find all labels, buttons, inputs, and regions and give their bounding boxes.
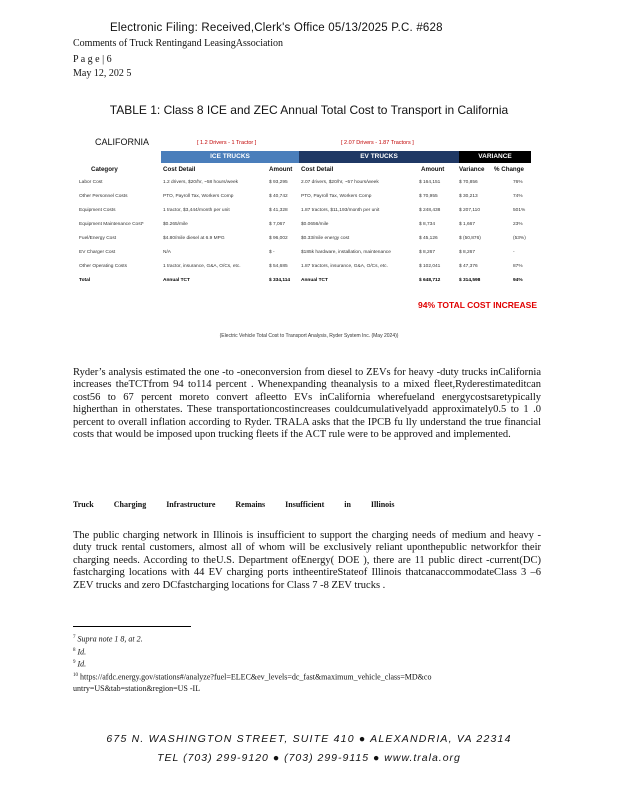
row-ice-amount: $ - (269, 250, 275, 255)
col-ice-amount: Amount (269, 166, 293, 173)
row-ev-detail: 1.87 tractors, insurance, G&A, O/Cs, etc. (301, 264, 388, 269)
col-variance: Variance (459, 166, 485, 173)
document-date: May 12, 202 5 (73, 68, 132, 79)
row-ev-amount: $ 102,041 (419, 264, 441, 269)
row-pct: 23% (513, 222, 523, 227)
row-pct: 501% (513, 208, 526, 213)
footnote-number: 7 (73, 635, 76, 640)
section-heading: Truck Charging Infrastructure Remains Insufficient in Illinois (73, 500, 395, 509)
body-paragraph-1: Ryder’s analysis estimated the one -to -oneconversion from diesel to ZEVs for heavy -duty trucks inCalifornia increases theTCTfrom 94 to114 percent . Whenexpanding theanalysis to a mixed fleet,Ryderestimateditcan cost56 to 67 percent moreto convert afleetto EVs inCalifornia wherefueland energycostsaretypically higherthan in otherstates. These transportationcostincreases couldcumulativelyadd approximately0.5 to 1 .0 percent to overall inflation according to Ryder. TRALA asks that the IPCB fu lly understand the true financial costs that would be imposed upon trucking fleets if the ACT rule were to be approved and implemented. (73, 367, 541, 441)
row-variance: $ 207,110 (459, 208, 480, 213)
page-number: P a g e | 6 (73, 54, 112, 65)
row-ice-amount: $ 41,328 (269, 208, 288, 213)
footnote (73, 632, 533, 645)
row-category: Total (79, 278, 91, 283)
table-source: (Electric Vehicle Total Cost to Transport Analysis, Ryder System Inc. (May 2024)) (219, 333, 399, 339)
footnote (73, 670, 533, 694)
row-ev-detail: $0.0656/mile (301, 222, 329, 227)
footer-contact: TEL (703) 299-9120 ● (703) 299-9115 ● www.trala.org (157, 752, 461, 764)
row-ev-amount: $ 648,712 (419, 278, 441, 283)
footnote (73, 657, 533, 670)
row-pct: 76% (513, 180, 523, 185)
row-category: Fuel/Energy Cost (79, 236, 117, 241)
row-category: Labor Cost (79, 180, 103, 185)
row-variance: $ 314,598 (459, 278, 481, 283)
row-variance: $ 47,376 (459, 264, 478, 269)
row-ice-amount: $ 40,742 (269, 194, 288, 199)
row-pct: 87% (513, 264, 523, 269)
row-category: Equipment Maintenance Cost* (79, 222, 144, 227)
row-ev-amount: $ 164,151 (419, 180, 441, 185)
footnote-number: 10 (73, 673, 78, 678)
table-row (73, 194, 533, 205)
row-pct: 74% (513, 194, 523, 199)
col-category: Category (91, 166, 118, 173)
footnote-number: 8 (73, 648, 76, 653)
footnote (73, 645, 533, 658)
filing-stamp: Electronic Filing: Received,Clerk's Office 05/13/2025 P.C. #628 (110, 22, 443, 34)
footnote-divider (73, 626, 191, 627)
table-row (73, 236, 533, 247)
row-ev-amount: $ 45,126 (419, 236, 438, 241)
table-row (73, 250, 533, 261)
row-ice-amount: $ 54,685 (269, 264, 288, 269)
table-row-total (73, 278, 533, 289)
row-ice-detail: $4.80/mile diesel at 6.9 MPG (163, 236, 225, 241)
row-category: Equipment Costs (79, 208, 116, 213)
row-variance: $ 8,267 (459, 250, 476, 255)
row-ev-detail: PTO, Payroll Tax, Workers Comp (301, 194, 372, 199)
row-variance: $ (50,876) (459, 236, 481, 241)
row-variance: $ 1,667 (459, 222, 476, 227)
row-pct: (53%) (513, 236, 526, 241)
row-category: EV Charger Cost (79, 250, 116, 255)
ev-trucks-band: EV TRUCKS (299, 151, 459, 163)
total-cost-increase: 94% TOTAL COST INCREASE (418, 300, 538, 310)
table-row (73, 264, 533, 275)
footnote-text: Supra note 1 8, at 2. (77, 634, 143, 644)
col-ev-cost-detail: Cost Detail (301, 166, 334, 173)
row-pct: 94% (513, 278, 523, 283)
row-ev-amount: $ 70,955 (419, 194, 438, 199)
row-ev-amount: $ 8,734 (419, 222, 436, 227)
footnote-number: 9 (73, 660, 76, 665)
table-row (73, 222, 533, 233)
footnote-text: Id. (77, 659, 87, 669)
row-ice-detail: Annual TCT (163, 278, 190, 283)
row-ice-amount: $ 334,114 (269, 278, 291, 283)
row-category: Other Personnel Costs (79, 194, 128, 199)
row-ev-detail: $185k hardware, installation, maintenance (301, 250, 391, 255)
footer-address: 675 N. WASHINGTON STREET, SUITE 410 ● ALEXANDRIA, VA 22314 (106, 733, 512, 745)
document-subtitle: Comments of Truck Rentingand LeasingAssociation (73, 38, 283, 49)
col-pct-change: % Change (494, 166, 524, 173)
row-variance: $ 30,213 (459, 194, 478, 199)
row-ice-detail: 1.2 drivers, $20/hr, ~58 hours/week (163, 180, 239, 185)
col-ice-cost-detail: Cost Detail (163, 166, 196, 173)
footnote-link[interactable]: https://afdc.energy.gov/stations#/analyze?fuel=ELEC&ev_levels=dc_fast&maximum_vehicle_class=MD&co untry=US&tab=station&region=US -IL (73, 672, 432, 693)
row-category: Other Operating Costs (79, 264, 127, 269)
row-ice-detail: N/A (163, 250, 171, 255)
ice-trucks-band: ICE TRUCKS (161, 151, 299, 163)
col-ev-amount: Amount (421, 166, 445, 173)
row-ice-detail: PTO, Payroll Tax, Workers Comp (163, 194, 234, 199)
row-ice-amount: $ 93,295 (269, 180, 288, 185)
row-ev-amount: $ 248,438 (419, 208, 441, 213)
row-pct: - (513, 250, 515, 255)
ice-drivers-note: [ 1.2 Drivers - 1 Tractor ] (197, 140, 257, 146)
ev-drivers-note: [ 2.07 Drivers - 1.87 Tractors ] (341, 140, 414, 146)
region-label: CALIFORNIA (95, 137, 150, 147)
row-ice-amount: $ 7,067 (269, 222, 286, 227)
row-ev-amount: $ 8,267 (419, 250, 436, 255)
body-paragraph-2: The public charging network in Illinois is insufficient to support the charging needs of medium and heavy -duty truck rental customers, almost all of whom will be exclusively reliant uponthepublic networkfor their charging needs. According to theU.S. Department ofEnergy( DOE ), there are 11 public direct -current(DC) fastcharging locations with 44 EV charging ports intheentireStateof Illinois thatcanaccommodateClass 3 –6 ZEV trucks and zero DCfastcharging locations for Class 7 -8 ZEV trucks . (73, 530, 541, 591)
table-row (73, 180, 533, 191)
variance-band: VARIANCE (459, 151, 531, 163)
row-ev-detail: 1.87 tractors, $11,193/month per unit (301, 208, 380, 213)
table-row (73, 208, 533, 219)
row-ice-detail: $0.265/mile (163, 222, 188, 227)
row-ice-detail: 1 tractor, $3,444/month per unit (163, 208, 230, 213)
table-title: TABLE 1: Class 8 ICE and ZEC Annual Total Cost to Transport in California (109, 103, 509, 117)
row-ev-detail: 2.07 drivers, $20/hr, ~57 hours/week (301, 180, 379, 185)
row-ev-detail: $0.33/mile energy cost (301, 236, 350, 241)
row-ice-amount: $ 96,002 (269, 236, 288, 241)
row-ev-detail: Annual TCT (301, 278, 328, 283)
row-variance: $ 70,856 (459, 180, 478, 185)
row-ice-detail: 1 tractor, insurance, G&A, O/Cs, etc. (163, 264, 241, 269)
footnote-text: Id. (77, 647, 87, 657)
